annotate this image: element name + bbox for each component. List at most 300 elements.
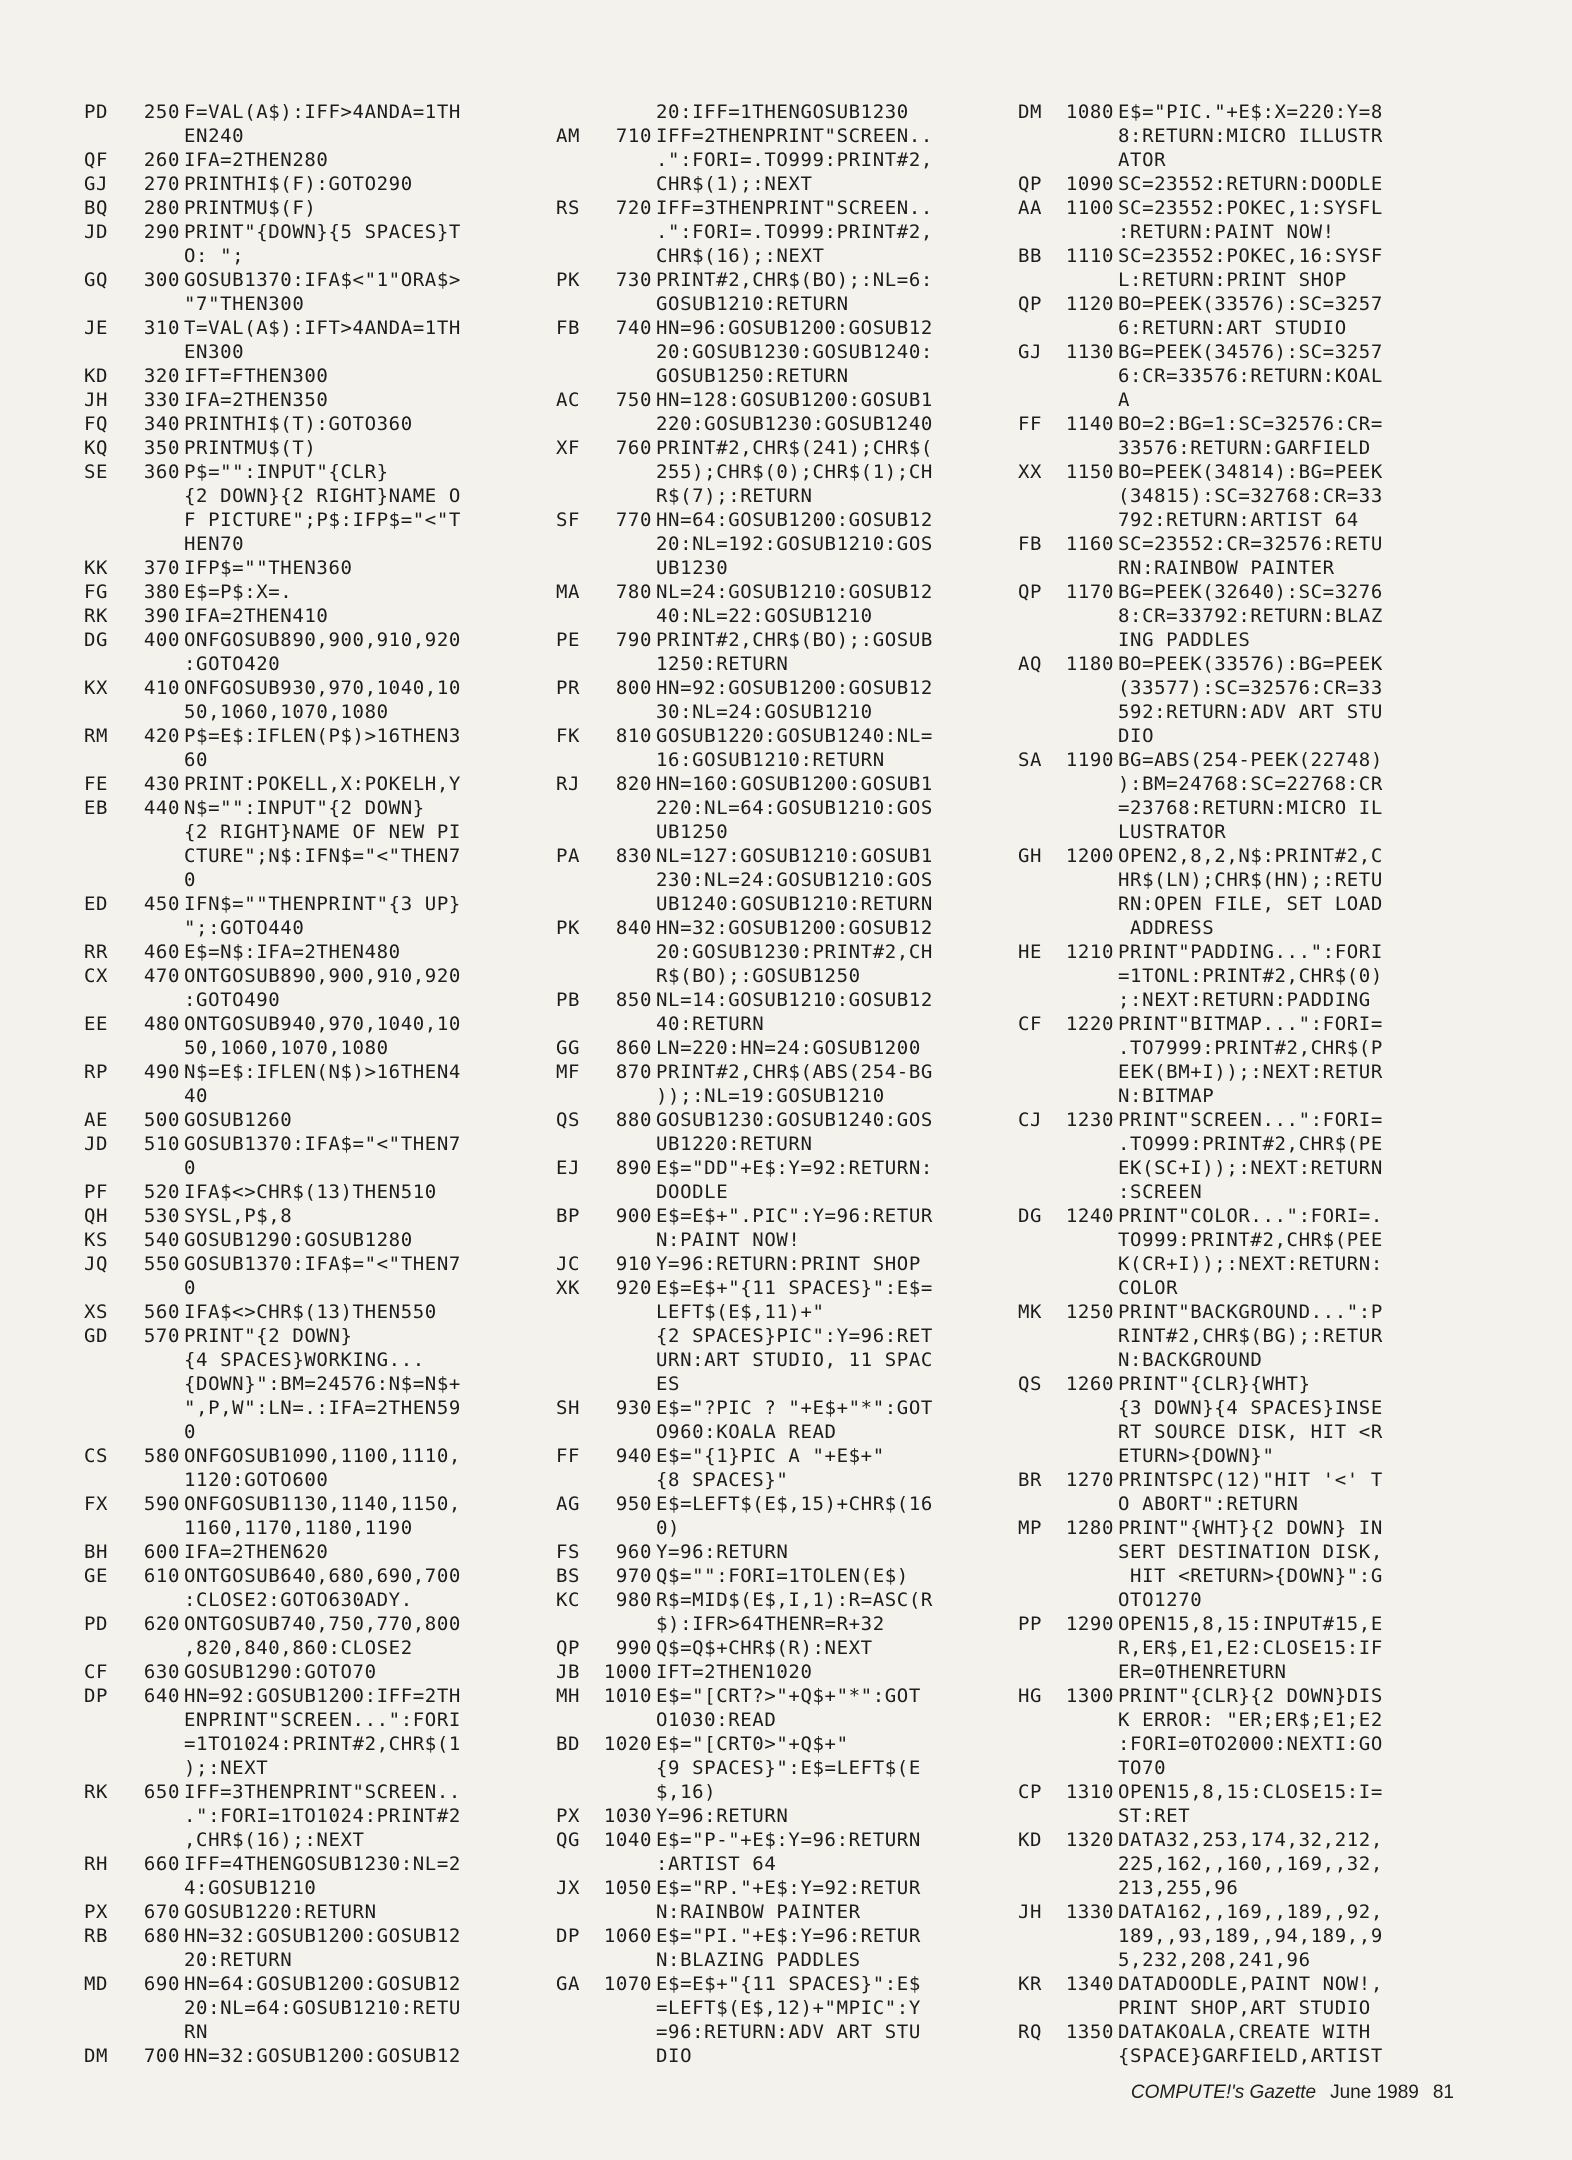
program-line [556, 508, 996, 532]
line-number: 600 [143, 1541, 180, 1563]
program-line-continuation [1018, 556, 1458, 580]
program-line-continuation [556, 652, 996, 676]
program-line [84, 148, 524, 172]
program-line-continuation [84, 844, 524, 868]
code-text: .TO999:PRINT#2,CHR$(PE [1118, 1133, 1383, 1155]
checksum-code: SE [84, 461, 109, 483]
checksum-code: SA [1018, 749, 1043, 771]
line-number: 1340 [1065, 1973, 1114, 1995]
program-line-continuation [1018, 700, 1458, 724]
program-line [556, 1108, 996, 1132]
line-number: 1010 [603, 1685, 652, 1707]
line-number: 450 [143, 893, 180, 915]
checksum-code: BQ [84, 197, 109, 219]
program-line [1018, 1516, 1458, 1540]
program-line-continuation [1018, 1252, 1458, 1276]
program-line-continuation [556, 1612, 996, 1636]
checksum-code: PX [84, 1901, 109, 1923]
checksum-code: QS [1018, 1373, 1043, 1395]
program-line-continuation [84, 2020, 524, 2044]
line-number: 750 [615, 389, 652, 411]
line-number: 550 [143, 1253, 180, 1275]
checksum-code: PK [556, 269, 581, 291]
code-text: PRINTMU$(T) [184, 437, 317, 459]
program-line-continuation [84, 868, 524, 892]
code-text: IFT=2THEN1020 [656, 1661, 813, 1683]
program-line-continuation [1018, 2044, 1458, 2068]
line-number: 920 [615, 1277, 652, 1299]
code-text: :ARTIST 64 [656, 1853, 777, 1875]
checksum-code: FG [84, 581, 109, 603]
program-line-continuation [556, 1228, 996, 1252]
code-text: 30:NL=24:GOSUB1210 [656, 701, 873, 723]
line-number: 1270 [1065, 1469, 1114, 1491]
checksum-code: CP [1018, 1781, 1043, 1803]
code-text: E$="PIC."+E$:X=220:Y=8 [1118, 101, 1383, 123]
program-line-continuation [556, 340, 996, 364]
code-text: E$="PI."+E$:Y=96:RETUR [656, 1925, 921, 1947]
code-text: PRINT"{2 DOWN} [184, 1325, 353, 1347]
program-line [1018, 172, 1458, 196]
code-text: GOSUB1250:RETURN [656, 365, 849, 387]
line-number: 1240 [1065, 1205, 1114, 1227]
line-number: 1210 [1065, 941, 1114, 963]
code-text: A [1118, 389, 1131, 411]
line-number: 500 [143, 1109, 180, 1131]
checksum-code: QF [84, 149, 109, 171]
code-text: GOSUB1210:RETURN [656, 293, 849, 315]
code-text: BO=PEEK(33576):SC=3257 [1118, 293, 1383, 315]
line-number: 660 [143, 1853, 180, 1875]
program-line-continuation [556, 1996, 996, 2020]
program-line [84, 220, 524, 244]
code-text: K ERROR: "ER;ER$;E1;E2 [1118, 1709, 1383, 1731]
code-text: 1120:GOTO600 [184, 1469, 329, 1491]
program-line-continuation [84, 652, 524, 676]
code-text: :CLOSE2:GOTO630ADY. [184, 1589, 413, 1611]
line-number: 760 [615, 437, 652, 459]
program-line-continuation [1018, 268, 1458, 292]
code-text: N:PAINT NOW! [656, 1229, 801, 1251]
checksum-code: BS [556, 1565, 581, 1587]
line-number: 1100 [1065, 197, 1114, 219]
program-line-continuation [84, 532, 524, 556]
program-line-continuation [1018, 1996, 1458, 2020]
program-line-continuation [1018, 436, 1458, 460]
program-line [84, 1900, 524, 1924]
line-number: 610 [143, 1565, 180, 1587]
code-text: 0 [184, 1157, 197, 1179]
code-text: IFA=2THEN280 [184, 149, 329, 171]
code-text: CHR$(16);:NEXT [656, 245, 825, 267]
code-text: IFA$<>CHR$(13)THEN550 [184, 1301, 437, 1323]
code-text: SERT DESTINATION DISK, [1118, 1541, 1383, 1563]
code-text: 50,1060,1070,1080 [184, 1037, 389, 1059]
code-text: PRINTMU$(F) [184, 197, 317, 219]
program-line [84, 1852, 524, 1876]
line-number: 1060 [603, 1925, 652, 1947]
code-text: DOODLE [656, 1181, 729, 1203]
line-number: 530 [143, 1205, 180, 1227]
program-line [1018, 1780, 1458, 1804]
checksum-code: JC [556, 1253, 581, 1275]
program-line [1018, 1108, 1458, 1132]
code-text: GOSUB1220:GOSUB1240:NL= [656, 725, 933, 747]
program-line [556, 268, 996, 292]
code-text: =LEFT$(E$,12)+"MPIC":Y [656, 1997, 921, 2019]
code-text: 16:GOSUB1210:RETURN [656, 749, 885, 771]
code-text: .TO7999:PRINT#2,CHR$(P [1118, 1037, 1383, 1059]
program-line-continuation [1018, 1924, 1458, 1948]
code-text: =23768:RETURN:MICRO IL [1118, 797, 1383, 819]
line-number: 320 [143, 365, 180, 387]
code-text: PRINT"{DOWN}{5 SPACES}T [184, 221, 461, 243]
code-text: O ABORT":RETURN [1118, 1493, 1299, 1515]
code-text: PRINT"{CLR}{WHT} [1118, 1373, 1311, 1395]
checksum-code: KD [84, 365, 109, 387]
program-line [556, 1588, 996, 1612]
line-number: 1290 [1065, 1613, 1114, 1635]
program-line-continuation [84, 1588, 524, 1612]
code-text: GOSUB1370:IFA$<"1"ORA$> [184, 269, 461, 291]
code-text: 20:GOSUB1230:PRINT#2,CH [656, 941, 933, 963]
code-text: 60 [184, 749, 209, 771]
line-number: 730 [615, 269, 652, 291]
code-text: UB1230 [656, 557, 729, 579]
code-text: R,ER$,E1,E2:CLOSE15:IF [1118, 1637, 1383, 1659]
program-line [84, 1132, 524, 1156]
code-text: ING PADDLES [1118, 629, 1251, 651]
line-number: 950 [615, 1493, 652, 1515]
code-text: TO70 [1118, 1757, 1167, 1779]
code-text: HN=92:GOSUB1200:GOSUB12 [656, 677, 933, 699]
code-text: N:BLAZING PADDLES [656, 1949, 861, 1971]
line-number: 340 [143, 413, 180, 435]
code-text: NL=127:GOSUB1210:GOSUB1 [656, 845, 933, 867]
program-line [84, 964, 524, 988]
program-line-continuation [556, 412, 996, 436]
program-line [1018, 1972, 1458, 1996]
program-line [84, 1924, 524, 1948]
checksum-code: EB [84, 797, 109, 819]
program-line [556, 772, 996, 796]
code-text: R$(BO);:GOSUB1250 [656, 965, 861, 987]
code-text: RINT#2,CHR$(BG);:RETUR [1118, 1325, 1383, 1347]
program-line [84, 1564, 524, 1588]
program-line [556, 580, 996, 604]
program-line-continuation [1018, 988, 1458, 1012]
code-text: DATADOODLE,PAINT NOW!, [1118, 1973, 1383, 1995]
code-text: Y=96:RETURN [656, 1541, 789, 1563]
line-number: 1120 [1065, 293, 1114, 315]
code-text: (34815):SC=32768:CR=33 [1118, 485, 1383, 507]
program-line-continuation [556, 2044, 996, 2068]
program-line [1018, 652, 1458, 676]
program-line [1018, 844, 1458, 868]
magazine-name: COMPUTE!'s Gazette [1130, 2082, 1317, 2103]
program-line-continuation [84, 508, 524, 532]
code-text: EEK(BM+I));:NEXT:RETUR [1118, 1061, 1383, 1083]
code-text: GOSUB1260 [184, 1109, 293, 1131]
code-text: IFA=2THEN410 [184, 605, 329, 627]
checksum-code: AE [84, 1109, 109, 1131]
code-text: 1160,1170,1180,1190 [184, 1517, 413, 1539]
code-text: E$=E$+".PIC":Y=96:RETUR [656, 1205, 933, 1227]
code-text: PRINT#2,CHR$(241);CHR$( [656, 437, 933, 459]
checksum-code: GE [84, 1565, 109, 1587]
line-number: 630 [143, 1661, 180, 1683]
line-number: 840 [615, 917, 652, 939]
code-text: ATOR [1118, 149, 1167, 171]
code-text: 20:GOSUB1230:GOSUB1240: [656, 341, 933, 363]
line-number: 390 [143, 605, 180, 627]
line-number: 1200 [1065, 845, 1114, 867]
code-text: 189,,93,189,,94,189,,9 [1118, 1925, 1383, 1947]
code-text: 0 [184, 1421, 197, 1443]
program-line-continuation [84, 1828, 524, 1852]
checksum-code: JD [84, 221, 109, 243]
program-line-continuation [556, 1900, 996, 1924]
code-text: GOSUB1290:GOTO70 [184, 1661, 377, 1683]
program-line-continuation [1018, 1852, 1458, 1876]
program-line-continuation [1018, 1564, 1458, 1588]
program-line-continuation [84, 1468, 524, 1492]
program-line [556, 916, 996, 940]
program-line [556, 1684, 996, 1708]
program-line [1018, 940, 1458, 964]
program-line-continuation [84, 1804, 524, 1828]
code-text: IFA=2THEN620 [184, 1541, 329, 1563]
code-text: E$=LEFT$(E$,15)+CHR$(16 [656, 1493, 933, 1515]
code-text: 40 [184, 1085, 209, 1107]
line-number: 1320 [1065, 1829, 1114, 1851]
checksum-code: KX [84, 677, 109, 699]
code-text: OTO1270 [1118, 1589, 1203, 1611]
program-line [556, 1276, 996, 1300]
code-text: 0 [184, 869, 197, 891]
program-line-continuation [84, 244, 524, 268]
line-number: 700 [143, 2045, 180, 2067]
code-text: R$=MID$(E$,I,1):R=ASC(R [656, 1589, 933, 1611]
program-line [1018, 2020, 1458, 2044]
checksum-code: BR [1018, 1469, 1043, 1491]
code-text: E$=E$+"{11 SPACES}":E$= [656, 1277, 933, 1299]
line-number: 590 [143, 1493, 180, 1515]
code-text: $):IFR>64THENR=R+32 [656, 1613, 885, 1635]
checksum-code: XK [556, 1277, 581, 1299]
code-text: GOSUB1290:GOSUB1280 [184, 1229, 413, 1251]
line-number: 820 [615, 773, 652, 795]
code-text: ONFGOSUB890,900,910,920 [184, 629, 461, 651]
code-text: ONFGOSUB930,970,1040,10 [184, 677, 461, 699]
line-number: 850 [615, 989, 652, 1011]
program-line-continuation [84, 1732, 524, 1756]
code-text: {9 SPACES}":E$=LEFT$(E [656, 1757, 921, 1779]
checksum-code: CF [1018, 1013, 1043, 1035]
checksum-code: DG [1018, 1205, 1043, 1227]
program-line [556, 196, 996, 220]
line-number: 800 [615, 677, 652, 699]
code-text: HEN70 [184, 533, 245, 555]
program-line-continuation [84, 124, 524, 148]
checksum-code: FB [556, 317, 581, 339]
line-number: 570 [143, 1325, 180, 1347]
code-text: LEFT$(E$,11)+" [656, 1301, 825, 1323]
line-number: 1190 [1065, 749, 1114, 771]
line-number: 880 [615, 1109, 652, 1131]
code-text: ):BM=24768:SC=22768:CR [1118, 773, 1383, 795]
program-line [556, 124, 996, 148]
checksum-code: KD [1018, 1829, 1043, 1851]
program-line-continuation [1018, 1036, 1458, 1060]
line-number: 1180 [1065, 653, 1114, 675]
line-number: 900 [615, 1205, 652, 1227]
code-text: E$="?PIC ? "+E$+"*":GOT [656, 1397, 933, 1419]
code-text: IFP$=""THEN360 [184, 557, 353, 579]
program-line-continuation [556, 2020, 996, 2044]
code-text: HN=32:GOSUB1200:GOSUB12 [656, 917, 933, 939]
line-number: 520 [143, 1181, 180, 1203]
line-number: 1350 [1065, 2021, 1114, 2043]
line-number: 1070 [603, 1973, 652, 1995]
code-text: ",P,W":LN=.:IFA=2THEN59 [184, 1397, 461, 1419]
program-line-continuation [556, 1132, 996, 1156]
line-number: 940 [615, 1445, 652, 1467]
code-text: ER=0THENRETURN [1118, 1661, 1287, 1683]
checksum-code: XX [1018, 461, 1043, 483]
code-text: CTURE";N$:IFN$="<"THEN7 [184, 845, 461, 867]
code-text: =1TONL:PRINT#2,CHR$(0) [1118, 965, 1383, 987]
program-line [84, 1612, 524, 1636]
checksum-code: RQ [1018, 2021, 1043, 2043]
program-line-continuation [1018, 364, 1458, 388]
code-text: 20:NL=192:GOSUB1210:GOS [656, 533, 933, 555]
program-line-continuation [1018, 1132, 1458, 1156]
code-text: IFF=3THENPRINT"SCREEN.. [656, 197, 933, 219]
code-text: 6:RETURN:ART STUDIO [1118, 317, 1347, 339]
program-line-continuation [556, 604, 996, 628]
code-text: RN:OPEN FILE, SET LOAD [1118, 893, 1383, 915]
code-text: DATA32,253,174,32,212, [1118, 1829, 1383, 1851]
code-text: LN=220:HN=24:GOSUB1200 [656, 1037, 921, 1059]
code-text: EN300 [184, 341, 245, 363]
program-line-continuation [84, 988, 524, 1012]
checksum-code: AQ [1018, 653, 1043, 675]
program-line [84, 1252, 524, 1276]
code-text: P$="":INPUT"{CLR} [184, 461, 389, 483]
program-line-continuation [1018, 1156, 1458, 1180]
line-number: 620 [143, 1613, 180, 1635]
checksum-code: DM [84, 2045, 109, 2067]
checksum-code: BH [84, 1541, 109, 1563]
code-text: 592:RETURN:ADV ART STU [1118, 701, 1383, 723]
program-line-continuation [1018, 1804, 1458, 1828]
line-number: 790 [615, 629, 652, 651]
code-text: ONFGOSUB1090,1100,1110, [184, 1445, 461, 1467]
program-line [1018, 1612, 1458, 1636]
checksum-code: QS [556, 1109, 581, 1131]
checksum-code: PD [84, 101, 109, 123]
checksum-code: GA [556, 1973, 581, 1995]
program-line-continuation [1018, 916, 1458, 940]
line-number: 870 [615, 1061, 652, 1083]
code-text: 0 [184, 1277, 197, 1299]
line-number: 490 [143, 1061, 180, 1083]
checksum-code: BB [1018, 245, 1043, 267]
program-line-continuation [556, 1468, 996, 1492]
code-text: =1TO1024:PRINT#2,CHR$(1 [184, 1733, 461, 1755]
program-line [1018, 1012, 1458, 1036]
code-text: PRINT"SCREEN...":FORI= [1118, 1109, 1383, 1131]
line-number: 1040 [603, 1829, 652, 1851]
program-line [556, 1636, 996, 1660]
line-number: 960 [615, 1541, 652, 1563]
code-text: PRINT"COLOR...":FORI=. [1118, 1205, 1383, 1227]
line-number: 640 [143, 1685, 180, 1707]
code-text: UB1240:GOSUB1210:RETURN [656, 893, 933, 915]
checksum-code: HE [1018, 941, 1043, 963]
program-line [556, 1252, 996, 1276]
line-number: 810 [615, 725, 652, 747]
program-line [556, 388, 996, 412]
line-number: 440 [143, 797, 180, 819]
line-number: 280 [143, 197, 180, 219]
program-line-continuation [1018, 1708, 1458, 1732]
code-text: ONTGOSUB740,750,770,800 [184, 1613, 461, 1635]
checksum-code: RR [84, 941, 109, 963]
code-text: 255);CHR$(0);CHR$(1);CH [656, 461, 933, 483]
checksum-code: RM [84, 725, 109, 747]
program-line-continuation [556, 484, 996, 508]
program-line [84, 1060, 524, 1084]
program-line [84, 1204, 524, 1228]
code-text: RT SOURCE DISK, HIT <R [1118, 1421, 1383, 1443]
program-line-continuation [1018, 316, 1458, 340]
program-line-continuation [84, 1084, 524, 1108]
program-line-continuation [556, 700, 996, 724]
code-text: $,16) [656, 1781, 717, 1803]
checksum-code: JD [84, 1133, 109, 1155]
code-text: IFF=2THENPRINT"SCREEN.. [656, 125, 933, 147]
code-text: N:BACKGROUND [1118, 1349, 1263, 1371]
checksum-code: RK [84, 1781, 109, 1803]
checksum-code: DP [556, 1925, 581, 1947]
code-text: RN [184, 2021, 209, 2043]
program-line [556, 724, 996, 748]
code-text: :FORI=0TO2000:NEXTI:GO [1118, 1733, 1383, 1755]
checksum-code: GD [84, 1325, 109, 1347]
checksum-code: JE [84, 317, 109, 339]
checksum-code: QG [556, 1829, 581, 1851]
code-text: ONTGOSUB940,970,1040,10 [184, 1013, 461, 1035]
program-line [556, 1876, 996, 1900]
code-text: .":FORI=1TO1024:PRINT#2 [184, 1805, 461, 1827]
program-line-continuation [1018, 1324, 1458, 1348]
code-text: O960:KOALA READ [656, 1421, 837, 1443]
program-line [556, 1924, 996, 1948]
program-line-continuation [1018, 868, 1458, 892]
code-text: PRINT:POKELL,X:POKELH,Y [184, 773, 461, 795]
line-number: 680 [143, 1925, 180, 1947]
program-line [556, 1540, 996, 1564]
code-text: 220:GOSUB1230:GOSUB1240 [656, 413, 933, 435]
program-line-continuation [84, 700, 524, 724]
code-text: 225,162,,160,,169,,32, [1118, 1853, 1383, 1875]
line-number: 1220 [1065, 1013, 1114, 1035]
program-line-continuation [84, 1516, 524, 1540]
code-text: :GOTO420 [184, 653, 281, 675]
program-line [556, 436, 996, 460]
